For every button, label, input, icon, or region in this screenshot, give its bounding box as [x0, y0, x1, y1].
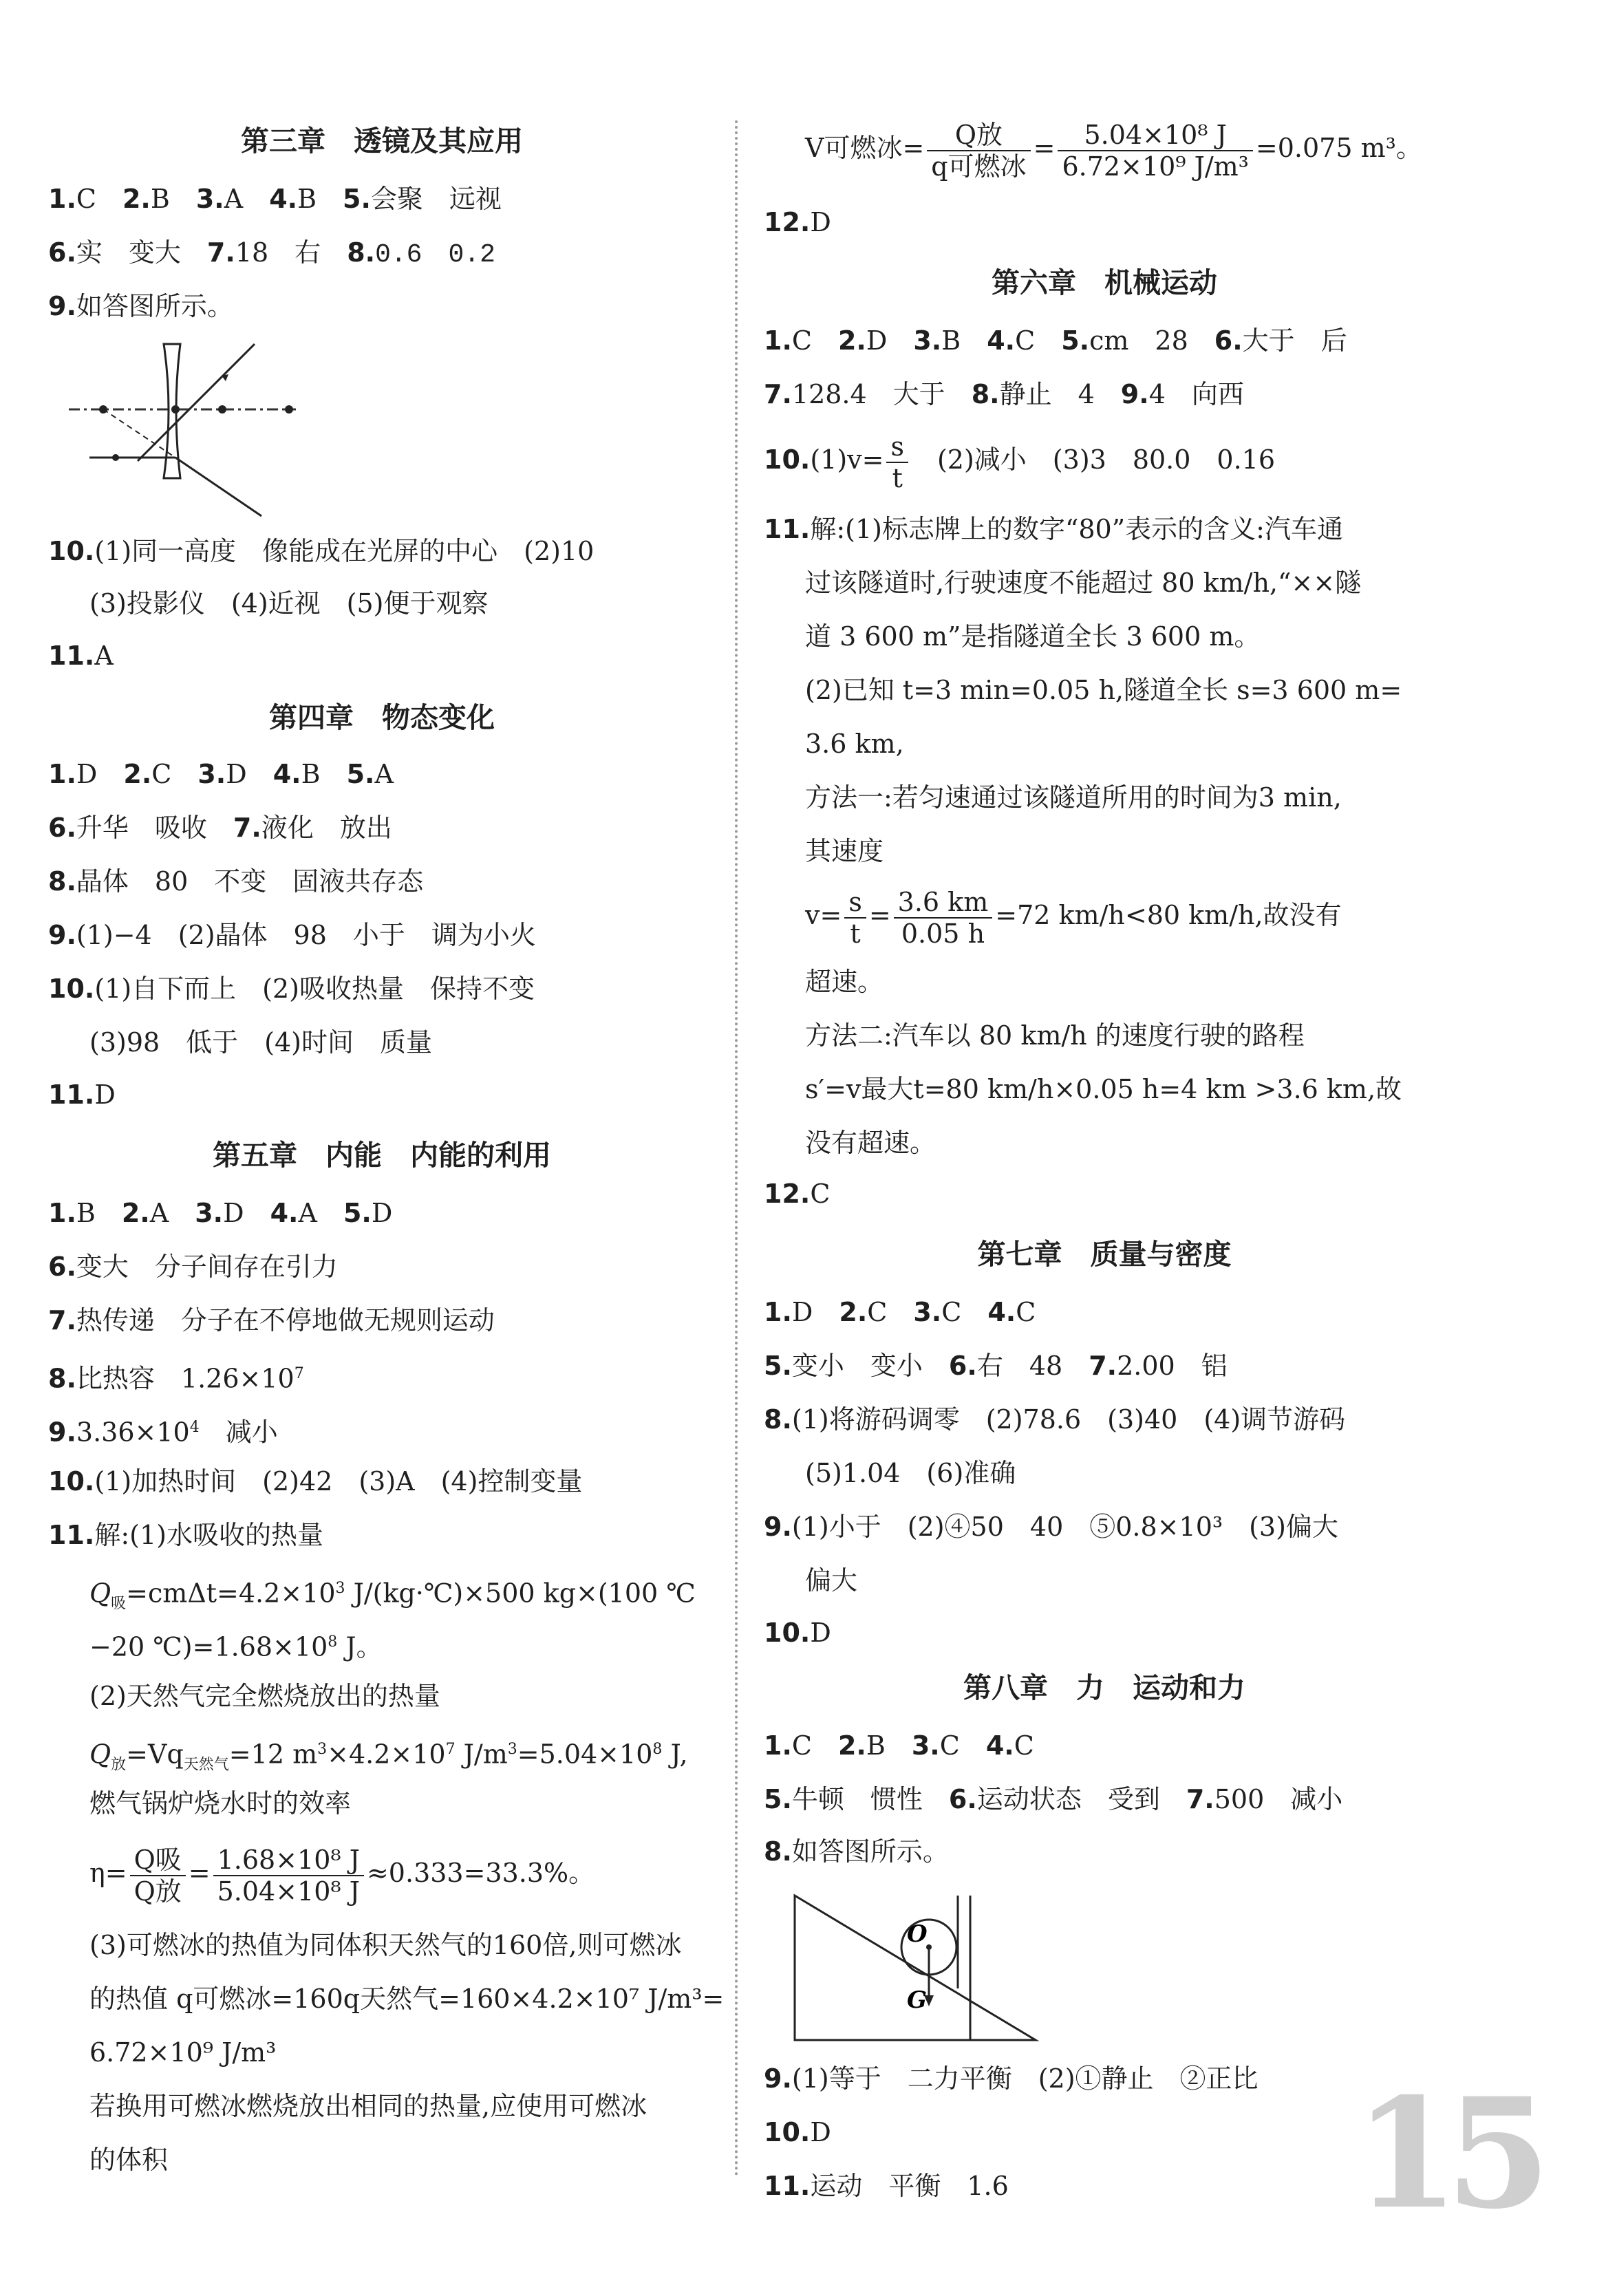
equation-text: ×4.2×10: [327, 1739, 446, 1770]
answer-value: (1)−4 (2)晶体 98 小于 调为小火: [76, 920, 536, 950]
denominator: t: [892, 462, 903, 493]
answer-value: D: [226, 759, 247, 789]
answer-num: 2.: [839, 1297, 868, 1327]
answer-value: A: [94, 641, 114, 671]
answer-value: C: [151, 759, 172, 789]
numerator: 1.68×10⁸ J: [213, 1845, 364, 1876]
ch6-line10: 其速度: [805, 836, 884, 866]
answer-num: 6.: [48, 813, 76, 843]
answer-num: 3.: [197, 759, 226, 789]
fraction: [927, 120, 1030, 182]
equation-text: =Vq: [126, 1739, 184, 1770]
answer-value: 如答图所示。: [791, 1836, 949, 1867]
answer-num: 8.: [347, 237, 376, 268]
ch6-line7: (2)已知 t=3 min=0.05 h,隧道全长 s=3 600 m=: [805, 675, 1402, 705]
answer-num: 9.: [764, 1512, 792, 1542]
ch8-line6: [764, 2167, 1009, 2204]
ch5-line4: [48, 1355, 304, 1397]
denominator: 5.04×10⁸ J: [217, 1876, 360, 1907]
answer-num: 4.: [269, 184, 298, 214]
ch6-line8: 3.6 km,: [805, 729, 904, 759]
chapter7-title: 第七章 质量与密度: [977, 1238, 1232, 1271]
ch5-eq1: [89, 1570, 696, 1622]
answer-num: 2.: [123, 759, 152, 789]
answer-num: 7.: [1089, 1351, 1117, 1381]
answer-num: 10.: [764, 444, 811, 475]
fraction: [1058, 120, 1252, 182]
answer-value: (1)自下而上 (2)吸收热量 保持不变: [94, 974, 535, 1004]
equation-text: =72 km/h<80 km/h,故没有: [995, 900, 1342, 930]
solution-text: 解:(1)水吸收的热量: [94, 1520, 323, 1550]
answer-num: 11.: [764, 2171, 811, 2201]
exponent: 7: [445, 1741, 456, 1758]
answer-num: 1.: [48, 759, 76, 789]
numerator: 3.6 km: [894, 887, 993, 919]
answer-num: 1.: [764, 1730, 792, 1761]
ch3-line3: [48, 288, 233, 325]
answer-value: D: [371, 1198, 393, 1228]
ch6-line15: 没有超速。: [805, 1128, 936, 1158]
answer-num: 10.: [48, 536, 95, 566]
equation-text: =: [868, 900, 891, 930]
ch7-line1: [764, 1294, 1036, 1331]
ch5-answer12: [764, 204, 831, 241]
answer-value: B: [150, 184, 170, 214]
answer-value: B: [297, 184, 317, 214]
ch8-line1: [764, 1727, 1034, 1764]
ch5-line6: [48, 1463, 582, 1500]
answer-num: 5.: [346, 759, 375, 789]
chapter5-title: 第五章 内能 内能的利用: [213, 1139, 551, 1172]
answer-value: A: [149, 1198, 169, 1228]
equation-text: −20 ℃)=1.68×10: [89, 1631, 328, 1662]
answer-value: 运动状态 受到: [976, 1784, 1160, 1814]
denominator: Q放: [133, 1876, 182, 1907]
ch7-line7: [764, 1614, 831, 1651]
ch3-line6: [48, 637, 114, 674]
ch3-line2: [48, 234, 495, 274]
answer-value: C: [791, 325, 812, 356]
answer-num: 11.: [764, 514, 811, 544]
concave-lens-ray-diagram: [69, 337, 358, 523]
answer-num: 7.: [206, 237, 235, 268]
ch5-line7: [48, 1516, 323, 1554]
answer-num: 1.: [48, 184, 76, 214]
equation-text: J。: [337, 1631, 383, 1662]
subscript: 吸: [111, 1595, 127, 1613]
equation-text: J/m: [455, 1739, 508, 1770]
ch7-line5: [764, 1508, 1338, 1545]
answer-num: 3.: [195, 184, 224, 214]
denominator: 6.72×10⁹ J/m³: [1062, 151, 1249, 182]
answer-num: 3.: [195, 1198, 224, 1228]
answer-value: 比热容 1.26×10: [76, 1363, 295, 1394]
answer-value: C: [1014, 1730, 1034, 1761]
solution-text: 解:(1)标志牌上的数字“80”表示的含义:汽车通: [810, 514, 1343, 544]
answer-value: 18 右: [235, 237, 321, 268]
answer-num: 10.: [764, 2117, 811, 2147]
ch4-line7: [48, 1076, 116, 1113]
answer-num: 1.: [48, 1198, 76, 1228]
answer-num: 5.: [1061, 325, 1090, 356]
answer-num: 8.: [971, 379, 1000, 409]
answer-value: A: [298, 1198, 317, 1228]
answer-value: C: [941, 1297, 962, 1327]
answer-value: (2)减小 (3)3 80.0 0.16: [910, 444, 1276, 475]
answer-num: 7.: [1186, 1784, 1214, 1814]
symbol-Q: Q: [89, 1739, 111, 1770]
ch8-line2: [764, 1781, 1342, 1818]
answer-value: 如答图所示。: [76, 291, 233, 321]
ch8-line5: [764, 2114, 831, 2151]
answer-num: 4.: [272, 759, 301, 789]
answer-value: C: [76, 184, 96, 214]
exponent: 4: [189, 1419, 200, 1436]
ch3-line4: [48, 533, 594, 570]
denominator: q可燃冰: [931, 151, 1027, 182]
answer-num: 2.: [837, 1730, 866, 1761]
fraction: [886, 431, 908, 493]
answer-num: 4.: [987, 1297, 1016, 1327]
answer-num: 6.: [48, 1252, 76, 1282]
answer-num: 10.: [764, 1618, 811, 1648]
answer-num: 9.: [48, 1417, 76, 1448]
equation-text: =0.075 m³。: [1255, 133, 1422, 163]
answer-num: 2.: [122, 184, 151, 214]
volume-equation: V可燃冰= $\frac{\text{Q放}}{\text{q可燃冰}}$ = $\frac{\text{5.04×10⁸ J}}{\text{6.72×10⁹ J/m³}}$ =0.075 m³。: [805, 119, 1422, 182]
answer-value: (1)加热时间 (2)42 (3)A (4)控制变量: [94, 1466, 583, 1496]
answer-value: B: [941, 325, 961, 356]
ch6-line5: 过该隧道时,行驶速度不能超过 80 km/h,“××隧: [805, 568, 1362, 598]
ch6-line6: 道 3 600 m”是指隧道全长 3 600 m。: [805, 621, 1261, 652]
answer-value: D: [810, 2117, 831, 2147]
answer-value: B: [301, 759, 321, 789]
answer-num: 6.: [48, 237, 76, 268]
equation-text: =cmΔt=4.2×10: [126, 1578, 336, 1609]
equation-text: =5.04×10: [517, 1739, 653, 1770]
equation-text: J/(kg·℃)×500 kg×(100 ℃: [345, 1578, 696, 1609]
answer-num: 4.: [987, 325, 1016, 356]
ch7-line6: 偏大: [805, 1565, 858, 1596]
denominator: t: [850, 918, 861, 949]
answer-num: 3.: [913, 325, 942, 356]
ch5-line12: 6.72×10⁹ J/m³: [89, 2037, 277, 2068]
equation-text: η=: [89, 1858, 127, 1888]
ch6-line11: [805, 881, 1342, 949]
equation-text: J,: [662, 1739, 688, 1770]
answer-value: 升华 吸收: [76, 813, 207, 843]
answer-value: B: [76, 1198, 96, 1228]
ch8-line4: [764, 2060, 1259, 2097]
answer-value: 热传递 分子在不停地做无规则运动: [76, 1305, 495, 1335]
answer-num: 10.: [48, 1466, 95, 1496]
answer-value: 静止 4: [999, 379, 1095, 409]
fraction: [130, 1845, 186, 1907]
answer-num: 9.: [48, 291, 76, 321]
ch6-line12: 超速。: [805, 967, 884, 997]
answer-value: D: [866, 325, 888, 356]
answer-value: 3.36×10: [76, 1417, 190, 1448]
answer-value: cm 28: [1089, 325, 1188, 356]
answer-num: 9.: [1120, 379, 1149, 409]
answer-value: D: [94, 1080, 116, 1110]
ch5-line14: 的体积: [89, 2145, 169, 2175]
ch4-line6: (3)98 低于 (4)时间 质量: [89, 1027, 433, 1058]
equation-text: ≈0.333=33.3%。: [366, 1858, 595, 1888]
answer-num: 7.: [233, 813, 261, 843]
answer-num: 6.: [948, 1351, 977, 1381]
answer-value: A: [374, 759, 394, 789]
answer-num: 1.: [764, 325, 792, 356]
exponent: 7: [294, 1365, 304, 1382]
subscript: 天然气: [183, 1756, 229, 1774]
numerator: s: [844, 887, 866, 919]
fraction: [844, 887, 866, 949]
answer-value: D: [223, 1198, 244, 1228]
answer-value: 液化 放出: [261, 813, 392, 843]
answer-value: B: [866, 1730, 886, 1761]
answer-value: C: [810, 1179, 831, 1209]
inclined-plane: [795, 1896, 1036, 2040]
answer-value: D: [76, 759, 98, 789]
answer-value: 会聚 远视: [370, 184, 502, 214]
ch3-line5: (3)投影仪 (4)近视 (5)便于观察: [89, 588, 489, 619]
answer-num: 8.: [48, 866, 76, 897]
ch4-line3: [48, 863, 423, 900]
ch3-line1: [48, 180, 502, 217]
equation-text: =12 m: [228, 1739, 318, 1770]
answer-num: 3.: [913, 1297, 942, 1327]
answer-num: 4.: [270, 1198, 299, 1228]
answer-value: (1)v=: [810, 444, 884, 475]
ch5-eq1-cont: [89, 1624, 383, 1666]
exponent: 8: [652, 1741, 663, 1758]
answer-value: (1)将游码调零 (2)78.6 (3)40 (4)调节游码: [791, 1404, 1346, 1435]
ch6-line4: [764, 511, 1343, 548]
label-G: G: [907, 1986, 928, 2014]
ch5-line3: [48, 1302, 495, 1339]
answer-num: 5.: [343, 1198, 372, 1228]
fraction: [894, 887, 993, 949]
answer-value: 4 向西: [1148, 379, 1244, 409]
ch5-line9: 燃气锅炉烧水时的效率: [89, 1788, 352, 1818]
denominator: 0.05 h: [901, 918, 985, 949]
fraction: [213, 1845, 364, 1907]
answer-num: 10.: [48, 974, 95, 1004]
page-number: 15: [1353, 2064, 1537, 2242]
equation-text: V可燃冰=: [805, 133, 925, 163]
answer-num: 7.: [764, 379, 792, 409]
answer-value: (1)等于 二力平衡 (2)①静止 ②正比: [791, 2063, 1259, 2094]
answer-num: 12.: [764, 207, 811, 237]
exponent: 3: [335, 1580, 345, 1597]
answer-value: 0.6 0.2: [375, 240, 495, 270]
answer-value: 2.00 铝: [1117, 1351, 1228, 1381]
answer-num: 2.: [121, 1198, 150, 1228]
incline-ball-force-diagram: [791, 1892, 1053, 2050]
numerator: 5.04×10⁸ J: [1058, 120, 1252, 151]
numerator: Q放: [927, 120, 1030, 151]
answer-num: 6.: [948, 1784, 977, 1814]
ch6-line16: [764, 1175, 830, 1212]
answer-value: C: [1015, 325, 1036, 356]
ch5-line13: 若换用可燃冰燃烧放出相同的热量,应使用可燃冰: [89, 2091, 647, 2121]
exponent: 3: [317, 1741, 328, 1758]
ch5-line2: [48, 1248, 338, 1285]
answer-value: 晶体 80 不变 固液共存态: [76, 866, 424, 897]
column-divider: [735, 120, 738, 2178]
answer-value: 大于 后: [1242, 325, 1347, 356]
ch5-line8: (2)天然气完全燃烧放出的热量: [89, 1681, 440, 1711]
answer-num: 7.: [48, 1305, 76, 1335]
answer-num: 1.: [764, 1297, 792, 1327]
answer-value: (1)小于 (2)④50 40 ⑤0.8×10³ (3)偏大: [791, 1512, 1338, 1542]
answer-value: C: [1016, 1297, 1036, 1327]
answer-value: 牛顿 惯性: [791, 1784, 923, 1814]
ch7-line3: [764, 1401, 1345, 1438]
answer-num: 5.: [764, 1351, 792, 1381]
ch5-eq3: η= $\frac{\text{Q吸}}{\text{Q放}}$ = $\frac{\text{1.68×10⁸ J}}{\text{5.04×10⁸ J}}$ ≈0.333=33.3%。: [89, 1844, 595, 1907]
answer-value: D: [791, 1297, 813, 1327]
answer-num: 3.: [911, 1730, 940, 1761]
answer-value: 运动 平衡 1.6: [810, 2171, 1009, 2201]
answer-num: 4.: [985, 1730, 1014, 1761]
answer-value: 变大 分子间存在引力: [76, 1252, 338, 1282]
answer-num: 12.: [764, 1179, 811, 1209]
answer-num: 8.: [764, 1836, 792, 1867]
answer-value: D: [810, 1618, 831, 1648]
answer-num: 11.: [48, 1520, 95, 1550]
ch8-line3: [764, 1833, 949, 1870]
answer-num: 9.: [48, 920, 76, 950]
answer-value: 实 变大: [76, 237, 181, 268]
answer-num: 9.: [764, 2063, 792, 2094]
ch5-line1: [48, 1194, 392, 1232]
answer-num: 5.: [343, 184, 371, 214]
focal-point-mid: [218, 405, 226, 414]
ch7-line4: (5)1.04 (6)准确: [805, 1458, 1016, 1488]
answer-value: (1)同一高度 像能成在光屏的中心 (2)10: [94, 536, 595, 566]
symbol-Q: Q: [89, 1578, 111, 1609]
ch5-line10: (3)可燃冰的热值为同体积天然气的160倍,则可燃冰: [89, 1930, 682, 1960]
ch4-line5: [48, 970, 535, 1007]
refracted-ray: [175, 458, 261, 516]
ch6-line9: 方法一:若匀速通过该隧道所用的时间为3 min,: [805, 782, 1342, 813]
answer-value: 128.4 大于: [791, 379, 945, 409]
exponent: 8: [328, 1633, 338, 1651]
answer-value: D: [810, 207, 831, 237]
ch6-line3: [764, 425, 1275, 494]
answer-num: 11.: [48, 641, 95, 671]
ch4-line4: [48, 916, 536, 954]
answer-num: 6.: [1214, 325, 1243, 356]
numerator: s: [886, 431, 908, 463]
label-O: O: [907, 1920, 928, 1948]
answer-value: 变小 变小: [791, 1351, 923, 1381]
ray-point: [112, 454, 119, 461]
ch6-line14: s′=v最大t=80 km/h×0.05 h=4 km >3.6 km,故: [805, 1074, 1402, 1104]
answer-value: 减小: [199, 1417, 278, 1448]
answer-value: C: [939, 1730, 960, 1761]
answer-value: C: [867, 1297, 888, 1327]
ch5-line11: 的热值 q可燃冰=160q天然气=160×4.2×10⁷ J/m³=: [89, 1984, 725, 2014]
focal-point-right: [285, 405, 293, 414]
ch5-line5: [48, 1409, 278, 1451]
ch6-line1: [764, 322, 1347, 359]
ch4-line2: [48, 809, 392, 846]
answer-value: C: [791, 1730, 812, 1761]
answer-value: A: [224, 184, 244, 214]
answer-num: 5.: [764, 1784, 792, 1814]
answer-value: 右 48: [976, 1351, 1063, 1381]
subscript: 放: [111, 1756, 127, 1774]
answer-num: 8.: [48, 1363, 76, 1394]
chapter3-title: 第三章 透镜及其应用: [241, 125, 523, 158]
answer-num: 11.: [48, 1080, 95, 1110]
ch6-line2: [764, 376, 1244, 413]
ch7-line2: [764, 1347, 1228, 1384]
equation-text: v=: [805, 900, 842, 930]
ch5-eq2: [89, 1731, 688, 1783]
exponent: 3: [507, 1741, 517, 1758]
chapter8-title: 第八章 力 运动和力: [963, 1671, 1245, 1704]
chapter4-title: 第四章 物态变化: [269, 701, 495, 734]
answer-num: 8.: [764, 1404, 792, 1435]
answer-num: 2.: [837, 325, 866, 356]
chapter6-title: 第六章 机械运动: [992, 266, 1217, 299]
ch6-line13: 方法二:汽车以 80 km/h 的速度行驶的路程: [805, 1020, 1305, 1051]
answer-value: 500 减小: [1214, 1784, 1343, 1814]
numerator: Q吸: [130, 1845, 186, 1876]
ch4-line1: [48, 755, 394, 793]
